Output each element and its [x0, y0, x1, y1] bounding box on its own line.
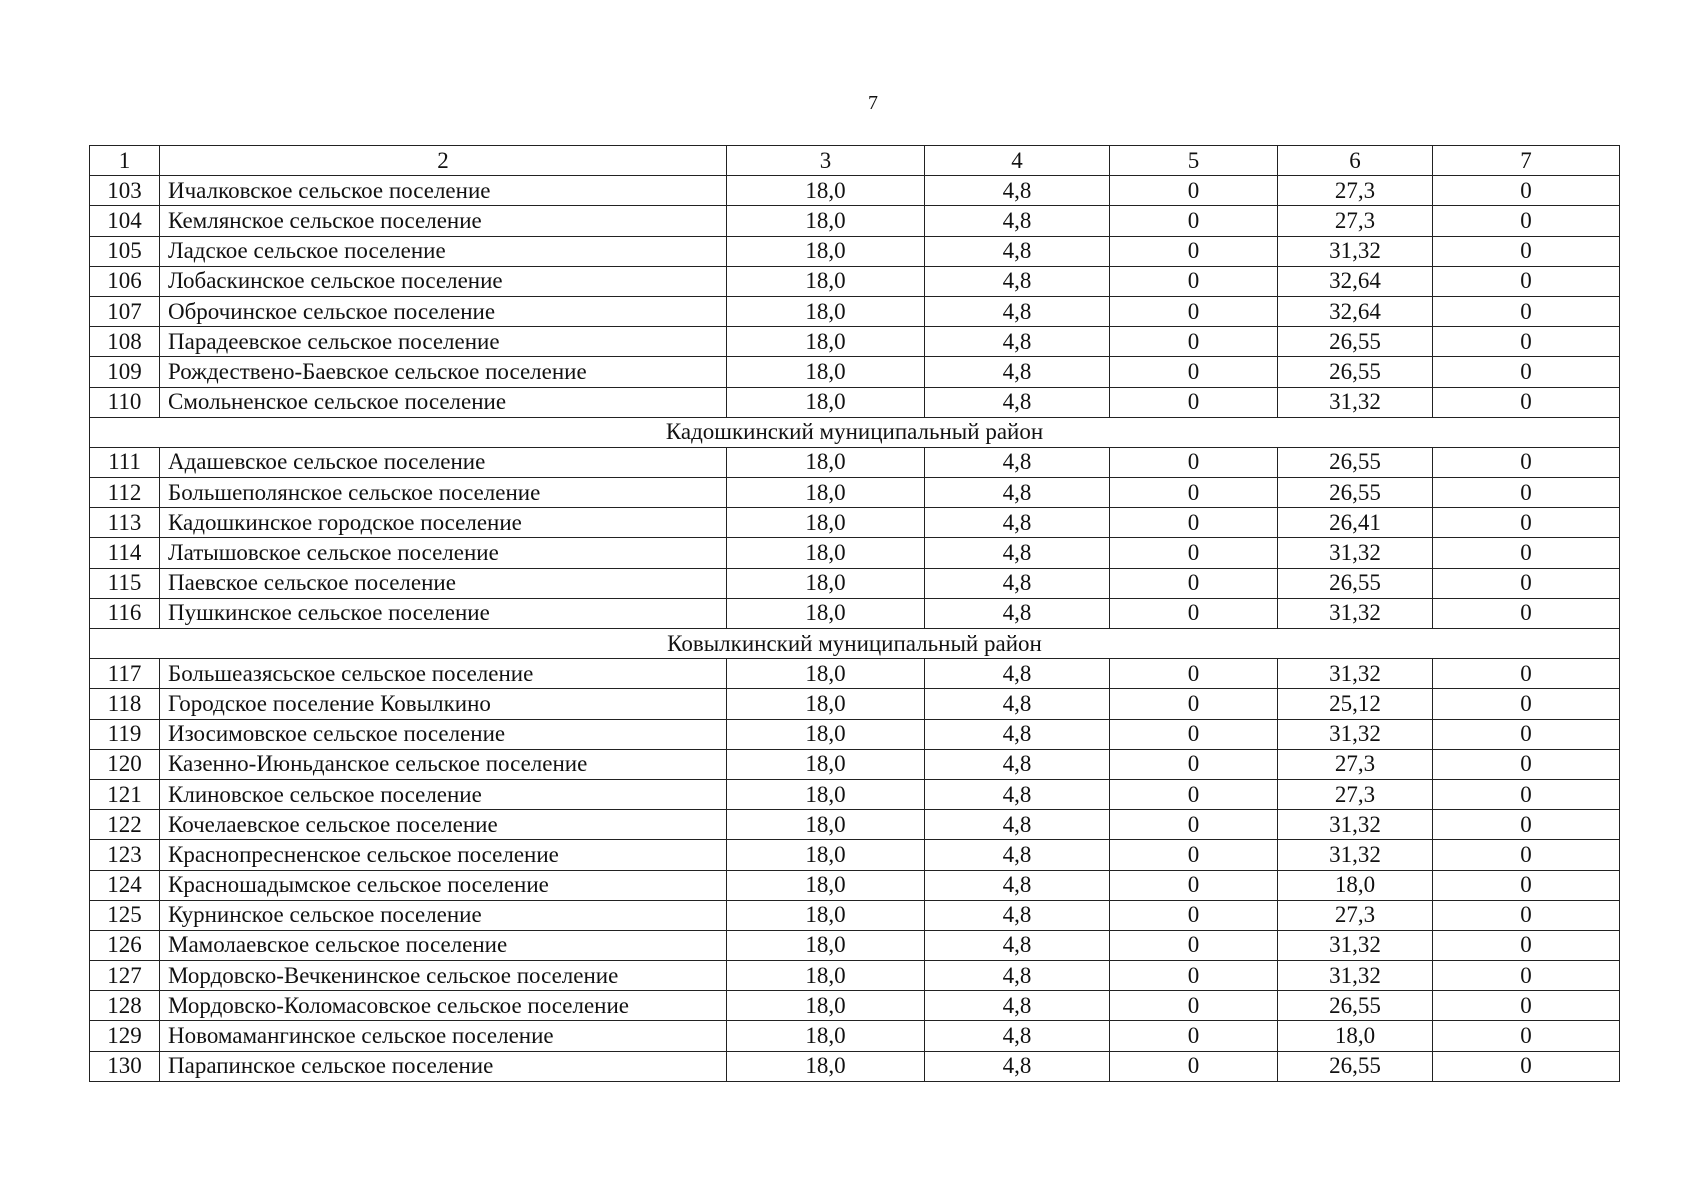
value-cell: 18,0: [727, 206, 925, 236]
value-cell: 26,55: [1278, 447, 1433, 477]
table-row: [90, 961, 1620, 991]
value-cell: 4,8: [925, 266, 1110, 296]
settlement-name: Оброчинское сельское поселение: [160, 296, 727, 326]
value-cell: 18,0: [727, 327, 925, 357]
value-cell: 26,55: [1278, 1051, 1433, 1081]
value-cell: 26,55: [1278, 991, 1433, 1021]
value-cell: 31,32: [1278, 598, 1433, 628]
value-cell: 0: [1433, 840, 1620, 870]
value-cell: 0: [1433, 659, 1620, 689]
value-cell: 18,0: [727, 236, 925, 266]
value-cell: 0: [1433, 779, 1620, 809]
value-cell: 0: [1110, 689, 1278, 719]
value-cell: 0: [1433, 870, 1620, 900]
value-cell: 0: [1433, 508, 1620, 538]
value-cell: 4,8: [925, 810, 1110, 840]
settlement-name: Парадеевское сельское поселение: [160, 327, 727, 357]
value-cell: 18,0: [727, 538, 925, 568]
value-cell: 4,8: [925, 719, 1110, 749]
value-cell: 18,0: [727, 779, 925, 809]
row-number: 124: [90, 870, 160, 900]
row-number: 123: [90, 840, 160, 870]
value-cell: 18,0: [727, 930, 925, 960]
value-cell: 0: [1110, 296, 1278, 326]
settlement-name: Клиновское сельское поселение: [160, 779, 727, 809]
value-cell: 31,32: [1278, 930, 1433, 960]
value-cell: 0: [1433, 236, 1620, 266]
value-cell: 0: [1433, 1051, 1620, 1081]
value-cell: 4,8: [925, 447, 1110, 477]
value-cell: 0: [1110, 1021, 1278, 1051]
table-row: [90, 266, 1620, 296]
value-cell: 31,32: [1278, 659, 1433, 689]
value-cell: 0: [1433, 598, 1620, 628]
value-cell: 0: [1433, 930, 1620, 960]
table-row: [90, 387, 1620, 417]
value-cell: 0: [1433, 689, 1620, 719]
value-cell: 0: [1110, 478, 1278, 508]
table-row: [90, 568, 1620, 598]
value-cell: 18,0: [1278, 1021, 1433, 1051]
value-cell: 0: [1110, 961, 1278, 991]
value-cell: 0: [1433, 810, 1620, 840]
table-row: [90, 357, 1620, 387]
value-cell: 4,8: [925, 206, 1110, 236]
table-row: [90, 538, 1620, 568]
row-number: 114: [90, 538, 160, 568]
value-cell: 0: [1433, 206, 1620, 236]
row-number: 105: [90, 236, 160, 266]
district-row: [90, 629, 1620, 659]
value-cell: 27,3: [1278, 749, 1433, 779]
settlement-name: Большеазясьское сельское поселение: [160, 659, 727, 689]
value-cell: 0: [1110, 840, 1278, 870]
value-cell: 0: [1433, 478, 1620, 508]
value-cell: 0: [1433, 327, 1620, 357]
value-cell: 18,0: [727, 296, 925, 326]
value-cell: 0: [1110, 327, 1278, 357]
value-cell: 27,3: [1278, 176, 1433, 206]
table-row: [90, 900, 1620, 930]
district-title: Кадошкинский муниципальный район: [90, 417, 1620, 447]
row-number: 111: [90, 447, 160, 477]
value-cell: 25,12: [1278, 689, 1433, 719]
row-number: 127: [90, 961, 160, 991]
table-row: [90, 991, 1620, 1021]
settlement-name: Большеполянское сельское поселение: [160, 478, 727, 508]
settlement-name: Кемлянское сельское поселение: [160, 206, 727, 236]
district-title: Ковылкинский муниципальный район: [90, 629, 1620, 659]
value-cell: 18,0: [727, 870, 925, 900]
value-cell: 0: [1110, 1051, 1278, 1081]
value-cell: 18,0: [727, 719, 925, 749]
value-cell: 4,8: [925, 779, 1110, 809]
value-cell: 0: [1110, 749, 1278, 779]
value-cell: 18,0: [727, 689, 925, 719]
column-header: 7: [1433, 146, 1620, 176]
value-cell: 0: [1110, 870, 1278, 900]
value-cell: 26,41: [1278, 508, 1433, 538]
settlement-name: Кадошкинское городское поселение: [160, 508, 727, 538]
value-cell: 0: [1433, 568, 1620, 598]
table-body: [90, 146, 1620, 1082]
row-number: 106: [90, 266, 160, 296]
value-cell: 0: [1433, 296, 1620, 326]
value-cell: 4,8: [925, 598, 1110, 628]
table-row: [90, 719, 1620, 749]
value-cell: 0: [1110, 236, 1278, 266]
value-cell: 0: [1110, 991, 1278, 1021]
row-number: 110: [90, 387, 160, 417]
settlement-name: Ичалковское сельское поселение: [160, 176, 727, 206]
row-number: 130: [90, 1051, 160, 1081]
settlement-name: Новомамангинское сельское поселение: [160, 1021, 727, 1051]
value-cell: 4,8: [925, 840, 1110, 870]
table-row: [90, 659, 1620, 689]
value-cell: 0: [1433, 991, 1620, 1021]
value-cell: 0: [1110, 568, 1278, 598]
value-cell: 0: [1110, 538, 1278, 568]
value-cell: 0: [1433, 447, 1620, 477]
value-cell: 18,0: [727, 659, 925, 689]
settlement-name: Казенно-Июньданское сельское поселение: [160, 749, 727, 779]
value-cell: 0: [1110, 779, 1278, 809]
column-header: 6: [1278, 146, 1433, 176]
value-cell: 31,32: [1278, 810, 1433, 840]
value-cell: 0: [1110, 930, 1278, 960]
table-row: [90, 296, 1620, 326]
value-cell: 0: [1110, 387, 1278, 417]
value-cell: 4,8: [925, 538, 1110, 568]
value-cell: 18,0: [727, 1021, 925, 1051]
value-cell: 31,32: [1278, 719, 1433, 749]
value-cell: 4,8: [925, 961, 1110, 991]
value-cell: 18,0: [727, 357, 925, 387]
value-cell: 0: [1433, 719, 1620, 749]
value-cell: 31,32: [1278, 236, 1433, 266]
settlement-name: Латышовское сельское поселение: [160, 538, 727, 568]
table-row: [90, 1051, 1620, 1081]
settlement-name: Ладское сельское поселение: [160, 236, 727, 266]
value-cell: 18,0: [727, 478, 925, 508]
value-cell: 4,8: [925, 930, 1110, 960]
value-cell: 32,64: [1278, 266, 1433, 296]
table-row: [90, 1021, 1620, 1051]
table-row: [90, 870, 1620, 900]
value-cell: 31,32: [1278, 538, 1433, 568]
table-row: [90, 176, 1620, 206]
table-header-row: [90, 146, 1620, 176]
value-cell: 26,55: [1278, 327, 1433, 357]
value-cell: 0: [1110, 810, 1278, 840]
row-number: 120: [90, 749, 160, 779]
settlement-name: Мордовско-Вечкенинское сельское поселение: [160, 961, 727, 991]
row-number: 126: [90, 930, 160, 960]
value-cell: 4,8: [925, 1021, 1110, 1051]
settlement-name: Рождествено-Баевское сельское поселение: [160, 357, 727, 387]
row-number: 116: [90, 598, 160, 628]
row-number: 122: [90, 810, 160, 840]
settlement-name: Мордовско-Коломасовское сельское поселение: [160, 991, 727, 1021]
settlement-name: Смольненское сельское поселение: [160, 387, 727, 417]
table-row: [90, 508, 1620, 538]
value-cell: 0: [1433, 538, 1620, 568]
value-cell: 0: [1433, 961, 1620, 991]
row-number: 119: [90, 719, 160, 749]
value-cell: 31,32: [1278, 840, 1433, 870]
row-number: 108: [90, 327, 160, 357]
value-cell: 0: [1433, 266, 1620, 296]
value-cell: 0: [1110, 659, 1278, 689]
value-cell: 4,8: [925, 357, 1110, 387]
table-row: [90, 447, 1620, 477]
settlement-name: Курнинское сельское поселение: [160, 900, 727, 930]
row-number: 104: [90, 206, 160, 236]
table-row: [90, 478, 1620, 508]
column-header: 1: [90, 146, 160, 176]
value-cell: 0: [1110, 176, 1278, 206]
district-row: [90, 417, 1620, 447]
value-cell: 4,8: [925, 478, 1110, 508]
value-cell: 18,0: [727, 266, 925, 296]
value-cell: 18,0: [727, 749, 925, 779]
table-row: [90, 598, 1620, 628]
table-row: [90, 236, 1620, 266]
value-cell: 4,8: [925, 1051, 1110, 1081]
value-cell: 0: [1433, 176, 1620, 206]
value-cell: 4,8: [925, 900, 1110, 930]
value-cell: 27,3: [1278, 779, 1433, 809]
value-cell: 0: [1433, 387, 1620, 417]
row-number: 117: [90, 659, 160, 689]
row-number: 121: [90, 779, 160, 809]
value-cell: 18,0: [727, 598, 925, 628]
value-cell: 0: [1433, 357, 1620, 387]
value-cell: 4,8: [925, 568, 1110, 598]
row-number: 118: [90, 689, 160, 719]
value-cell: 4,8: [925, 870, 1110, 900]
row-number: 107: [90, 296, 160, 326]
value-cell: 18,0: [727, 176, 925, 206]
value-cell: 4,8: [925, 176, 1110, 206]
settlement-name: Парапинское сельское поселение: [160, 1051, 727, 1081]
row-number: 109: [90, 357, 160, 387]
settlement-name: Пушкинское сельское поселение: [160, 598, 727, 628]
settlement-name: Паевское сельское поселение: [160, 568, 727, 598]
row-number: 103: [90, 176, 160, 206]
value-cell: 4,8: [925, 689, 1110, 719]
row-number: 129: [90, 1021, 160, 1051]
settlement-name: Красношадымское сельское поселение: [160, 870, 727, 900]
column-header: 3: [727, 146, 925, 176]
value-cell: 0: [1110, 357, 1278, 387]
table-row: [90, 840, 1620, 870]
settlement-name: Лобаскинское сельское поселение: [160, 266, 727, 296]
value-cell: 0: [1110, 598, 1278, 628]
value-cell: 18,0: [727, 840, 925, 870]
value-cell: 4,8: [925, 327, 1110, 357]
table-row: [90, 689, 1620, 719]
value-cell: 26,55: [1278, 568, 1433, 598]
value-cell: 18,0: [727, 447, 925, 477]
row-number: 113: [90, 508, 160, 538]
value-cell: 27,3: [1278, 206, 1433, 236]
value-cell: 18,0: [727, 991, 925, 1021]
table-row: [90, 930, 1620, 960]
value-cell: 18,0: [727, 387, 925, 417]
row-number: 125: [90, 900, 160, 930]
page-number: 7: [868, 92, 878, 114]
settlement-name: Кочелаевское сельское поселение: [160, 810, 727, 840]
value-cell: 4,8: [925, 991, 1110, 1021]
value-cell: 26,55: [1278, 478, 1433, 508]
value-cell: 4,8: [925, 387, 1110, 417]
value-cell: 0: [1433, 1021, 1620, 1051]
value-cell: 4,8: [925, 749, 1110, 779]
table-row: [90, 327, 1620, 357]
value-cell: 0: [1110, 266, 1278, 296]
table-row: [90, 779, 1620, 809]
value-cell: 0: [1433, 900, 1620, 930]
value-cell: 31,32: [1278, 961, 1433, 991]
settlement-name: Изосимовское сельское поселение: [160, 719, 727, 749]
settlement-name: Краснопресненское сельское поселение: [160, 840, 727, 870]
value-cell: 0: [1110, 206, 1278, 236]
value-cell: 18,0: [727, 810, 925, 840]
value-cell: 18,0: [727, 1051, 925, 1081]
value-cell: 4,8: [925, 296, 1110, 326]
table-row: [90, 206, 1620, 236]
row-number: 112: [90, 478, 160, 508]
value-cell: 27,3: [1278, 900, 1433, 930]
value-cell: 4,8: [925, 659, 1110, 689]
value-cell: 31,32: [1278, 387, 1433, 417]
value-cell: 18,0: [1278, 870, 1433, 900]
column-header: 2: [160, 146, 727, 176]
column-header: 4: [925, 146, 1110, 176]
value-cell: 18,0: [727, 961, 925, 991]
value-cell: 0: [1433, 749, 1620, 779]
settlement-name: Мамолаевское сельское поселение: [160, 930, 727, 960]
value-cell: 0: [1110, 447, 1278, 477]
value-cell: 18,0: [727, 900, 925, 930]
value-cell: 26,55: [1278, 357, 1433, 387]
settlement-name: Адашевское сельское поселение: [160, 447, 727, 477]
value-cell: 0: [1110, 900, 1278, 930]
value-cell: 4,8: [925, 236, 1110, 266]
value-cell: 0: [1110, 719, 1278, 749]
settlement-name: Городское поселение Ковылкино: [160, 689, 727, 719]
table-row: [90, 810, 1620, 840]
column-header: 5: [1110, 146, 1278, 176]
value-cell: 0: [1110, 508, 1278, 538]
row-number: 128: [90, 991, 160, 1021]
value-cell: 18,0: [727, 568, 925, 598]
value-cell: 18,0: [727, 508, 925, 538]
row-number: 115: [90, 568, 160, 598]
value-cell: 4,8: [925, 508, 1110, 538]
table-row: [90, 749, 1620, 779]
value-cell: 32,64: [1278, 296, 1433, 326]
settlements-table: [89, 145, 1620, 1082]
